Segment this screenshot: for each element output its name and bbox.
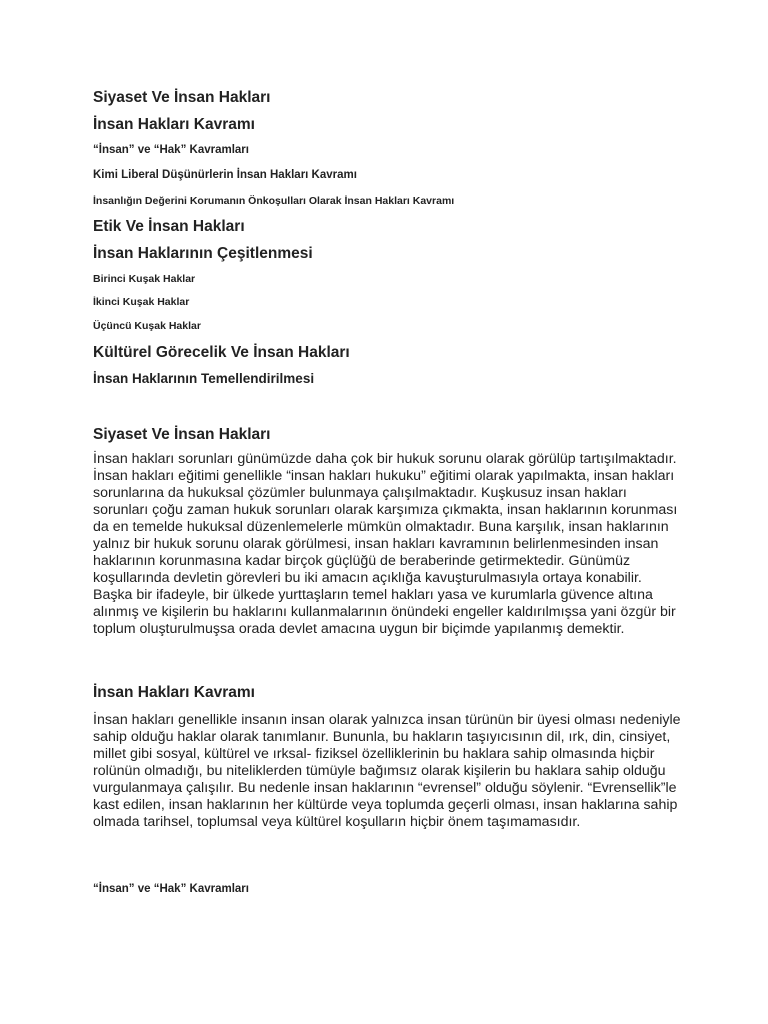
section-subheading: “İnsan” ve “Hak” Kavramları — [93, 883, 249, 895]
toc-item[interactable]: İkinci Kuşak Haklar — [93, 296, 190, 308]
toc-item[interactable]: Etik Ve İnsan Hakları — [93, 218, 245, 235]
toc-item[interactable]: İnsan Haklarının Çeşitlenmesi — [93, 245, 313, 262]
section-heading: İnsan Hakları Kavramı — [93, 684, 255, 701]
toc-item[interactable]: Kültürel Görecelik Ve İnsan Hakları — [93, 344, 350, 361]
section-paragraph: İnsan hakları genellikle insanın insan olarak yalnızca insan türünün bir üyesi olması nedeniyle sahip olduğu haklar olarak tanımlanır. Bununla, bu hakların taşıyıcısının dil, ırk, din, cinsiyet, millet gibi sosyal, kültürel ve ırksal- fiziksel özelliklerinin bu haklara sahip olmasında hiçbir rolünün olmadığı, bu niteliklerden tümüyle bağımsız olarak kişilerin bu haklara sahip olduğu vurgulanmaya çalışılır. Bu nedenle insan haklarının “evrensel” olduğu söylenir. “Evrensellik”le kast edilen, insan haklarının her kültürde veya toplumda geçerli olması, insan haklarına sahip olmada tarihsel, toplumsal veya kültürel koşulların hiçbir önem taşımamasıdır. — [93, 712, 681, 830]
toc-item[interactable]: İnsanlığın Değerini Korumanın Önkoşulları Olarak İnsan Hakları Kavramı — [93, 195, 455, 207]
toc-item[interactable]: Kimi Liberal Düşünürlerin İnsan Hakları Kavramı — [93, 169, 357, 181]
toc-item[interactable]: Birinci Kuşak Haklar — [93, 273, 196, 285]
toc-item[interactable]: İnsan Hakları Kavramı — [93, 116, 255, 133]
section-paragraph: İnsan hakları sorunları günümüzde daha çok bir hukuk sorunu olarak görülüp tartışılmaktadır. İnsan hakları eğitimi genellikle “insan hakları hukuku” eğitimi olarak yapılmakta, insan hakları sorunlarına da hukuksal çözümler bulunmaya çalışılmaktadır. Kuşkusuz insan hakları sorunları çoğu zaman hukuk sorunları olarak karşımıza çıkmakta, insan haklarının korunması da en temelde hukuksal düzenlemelerle mümkün olmaktadır. Buna karşılık, insan haklarının yalnız bir hukuk sorunu olarak görülmesi, insan hakları kavramının belirlenmesinden insan haklarının korunmasına kadar birçok güçlüğü de beraberinde getirmektedir. Günümüz koşullarında devletin görevleri bu iki amacın açıklığa kavuşturulmasıyla ortaya konabilir. Başka bir ifadeyle, bir ülkede yurttaşların temel hakları yasa ve kurumlarla güvence altına alınmış ve kişilerin bu haklarını kullanmalarının önündeki engeller kaldırılmışsa yani özgür bir toplum oluşturulmuşsa orada devlet amacına uygun bir biçimde yapılanmış demektir. — [93, 451, 678, 637]
toc-item[interactable]: Siyaset Ve İnsan Hakları — [93, 89, 271, 106]
section-heading: Siyaset Ve İnsan Hakları — [93, 426, 271, 443]
toc-item[interactable]: “İnsan” ve “Hak” Kavramları — [93, 144, 249, 156]
toc-item[interactable]: Üçüncü Kuşak Haklar — [93, 320, 201, 332]
toc-item[interactable]: İnsan Haklarının Temellendirilmesi — [93, 371, 315, 386]
